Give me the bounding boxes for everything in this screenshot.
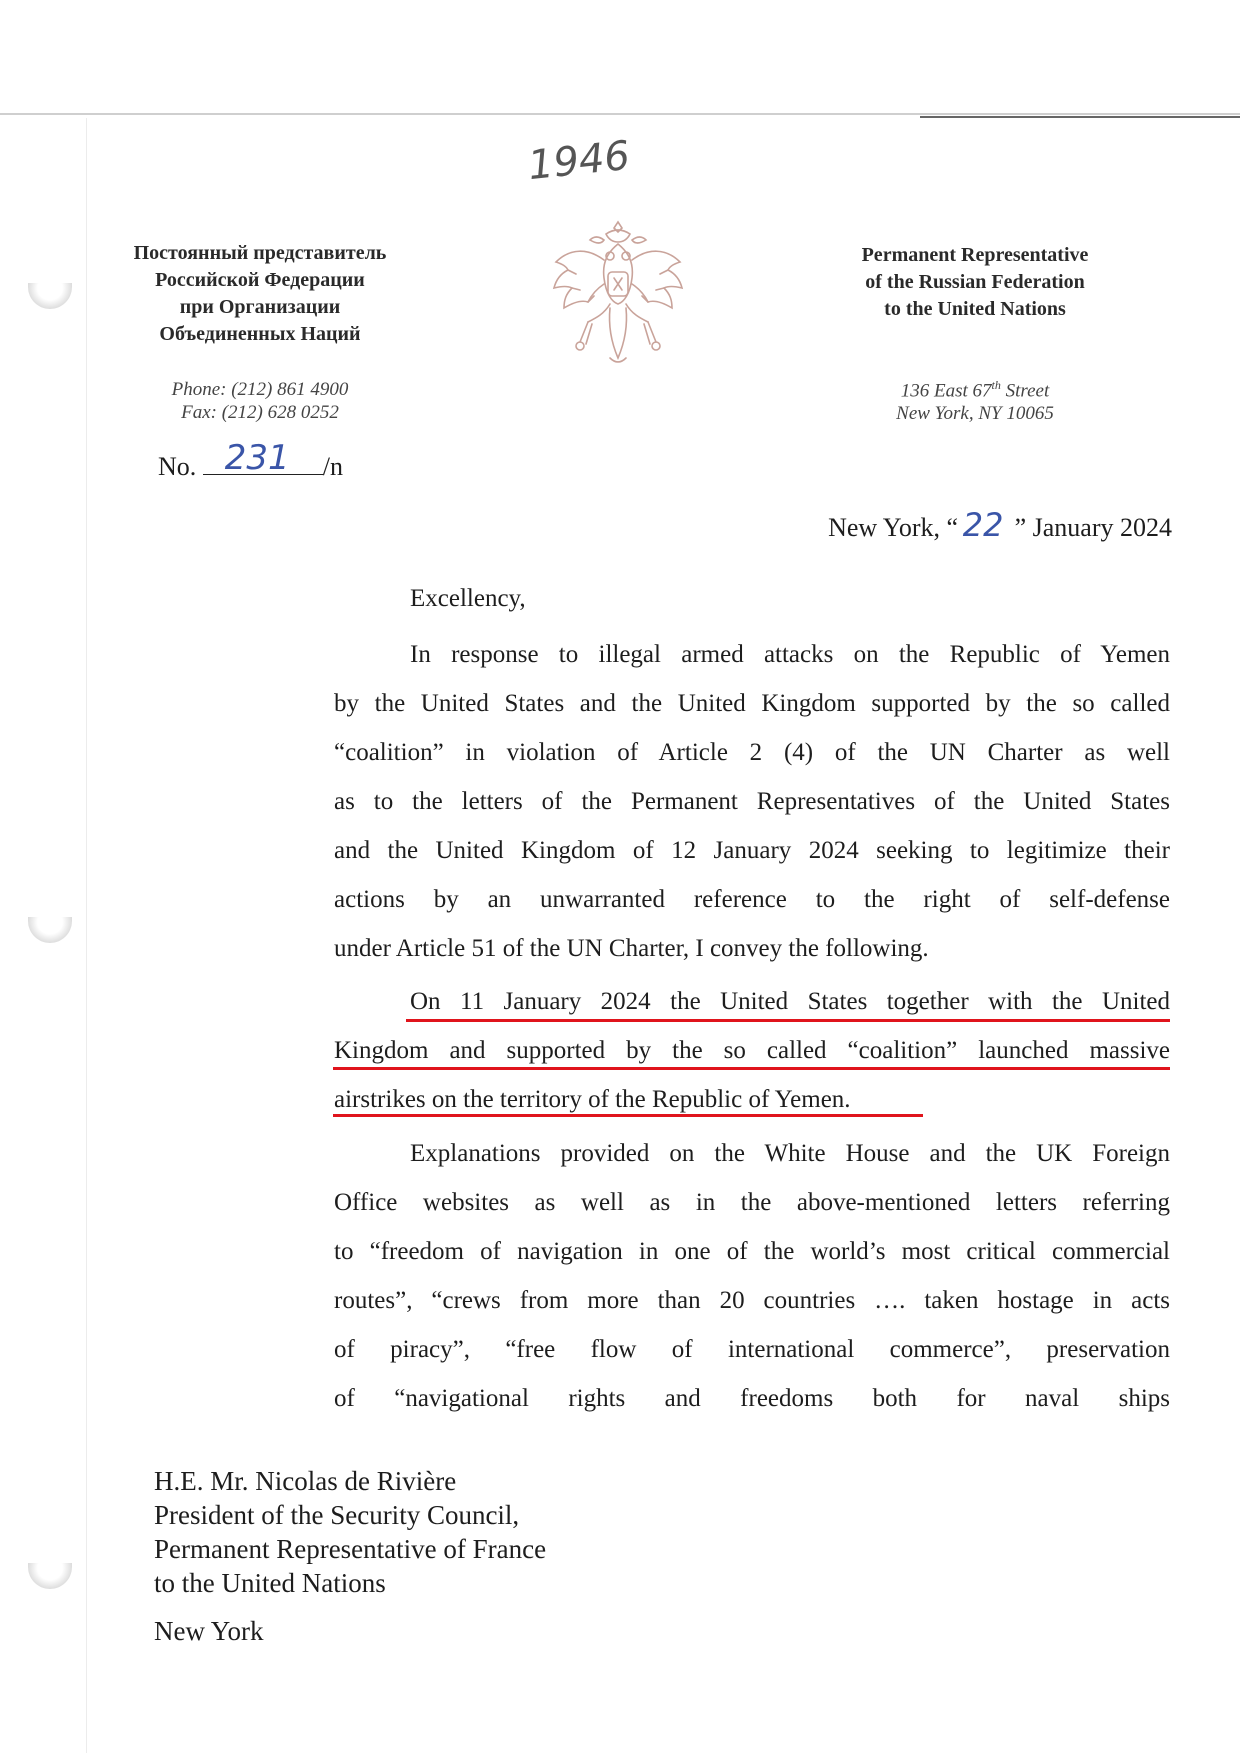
- header-right-line: to the United Nations: [884, 298, 1066, 320]
- text-line: routes”, “crews from more than 20 countries …. taken hostage in acts: [334, 1287, 1170, 1314]
- punch-hole: [28, 1563, 72, 1589]
- header-left-line: при Организации: [179, 296, 341, 318]
- red-underline: [406, 1019, 1170, 1022]
- text-line: as to the letters of the Permanent Representatives of the United States: [334, 788, 1170, 815]
- addressee-line: Permanent Representative of France: [154, 1534, 547, 1564]
- text-line: of “navigational rights and freedoms both for naval ships: [334, 1385, 1170, 1412]
- header-left-line: Российской Федерации: [155, 269, 365, 291]
- punch-hole: [28, 917, 72, 943]
- header-right-line: Permanent Representative: [861, 244, 1089, 266]
- text-line: In response to illegal armed attacks on the Republic of Yemen: [410, 641, 1170, 668]
- russian-coat-of-arms-icon: [548, 218, 688, 368]
- addressee-block: [154, 1464, 546, 1648]
- header-right: [820, 242, 1130, 425]
- paragraph-1: [334, 630, 1170, 973]
- phone-number: Phone: (212) 861 4900: [171, 379, 349, 400]
- text-line: “coalition” in violation of Article 2 (4) of the UN Charter as well: [334, 739, 1170, 766]
- paragraph-3: [334, 1129, 1170, 1423]
- header-left-line: Объединенных Наций: [159, 323, 361, 345]
- scan-top-edge-shadow: [920, 116, 1240, 118]
- fax-number: Fax: (212) 628 0252: [181, 402, 339, 423]
- header-left-line: Постоянный представитель: [133, 242, 387, 264]
- addressee-line: to the United Nations: [154, 1568, 386, 1598]
- addressee-line: President of the Security Council,: [154, 1500, 520, 1530]
- salutation: Excellency,: [410, 585, 526, 612]
- red-underline: [333, 1067, 1170, 1070]
- text-line: actions by an unwarranted reference to the right of self-defense: [334, 886, 1170, 913]
- reference-number: No. 231 /n: [158, 438, 344, 481]
- header-right-line: of the Russian Federation: [865, 271, 1085, 293]
- city-address: New York, NY 10065: [896, 403, 1054, 425]
- red-underline: [333, 1114, 923, 1117]
- text-line: Office websites as well as in the above-mentioned letters referring: [334, 1189, 1170, 1216]
- text-line: airstrikes on the territory of the Republic of Yemen.: [334, 1086, 851, 1113]
- text-line: under Article 51 of the UN Charter, I convey the following.: [334, 935, 929, 962]
- handwritten-registry-number: 1946: [525, 132, 632, 190]
- letter-date: New York, “ 22 ” January 2024: [828, 506, 1172, 544]
- text-line: of piracy”, “free flow of international commerce”, preservation: [334, 1336, 1170, 1363]
- handwritten-number: 231: [224, 438, 290, 478]
- text-line: and the United Kingdom of 12 January 2024 seeking to legitimize their: [334, 837, 1170, 864]
- text-line: On 11 January 2024 the United States together with the United: [410, 988, 1170, 1015]
- text-line: to “freedom of navigation in one of the world’s most critical commercial: [334, 1238, 1170, 1265]
- scan-top-edge: [0, 113, 1240, 115]
- text-line: Kingdom and supported by the so called “coalition” launched massive: [334, 1037, 1170, 1064]
- header-left: [100, 240, 420, 424]
- page-left-edge: [86, 118, 87, 1753]
- handwritten-day: 22: [962, 506, 1004, 544]
- punch-hole: [28, 283, 72, 309]
- street-address: 136 East 67th Street: [900, 378, 1050, 402]
- paragraph-2-highlighted: [334, 977, 1170, 1124]
- addressee-line: H.E. Mr. Nicolas de Rivière: [154, 1466, 457, 1496]
- addressee-city: New York: [154, 1616, 264, 1646]
- text-line: Explanations provided on the White House and the UK Foreign: [410, 1140, 1170, 1167]
- text-line: by the United States and the United Kingdom supported by the so called: [334, 690, 1170, 717]
